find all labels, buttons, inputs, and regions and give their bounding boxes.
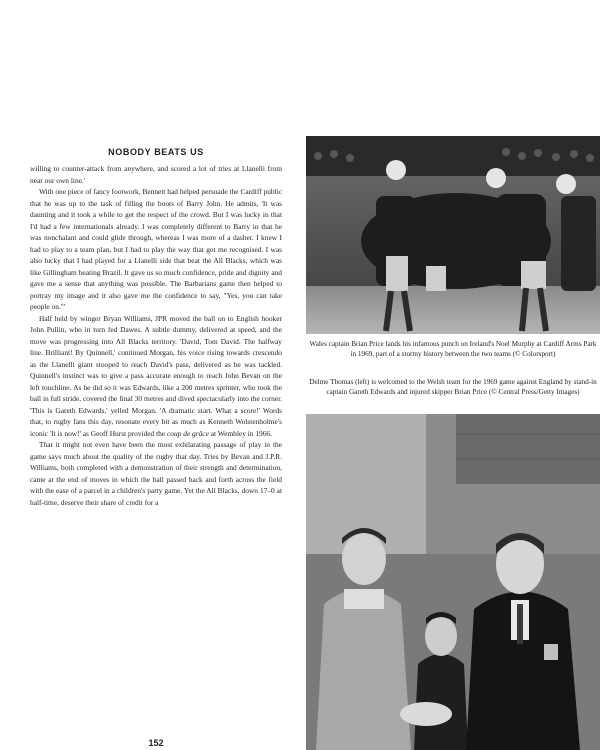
left-page — [30, 147, 282, 748]
paragraph: willing to counter-attack from anywhere, and scored a lot of tries at Llanelli from near our own line.' — [30, 164, 282, 185]
body-text — [30, 163, 282, 508]
running-head: NOBODY BEATS US — [108, 147, 204, 157]
paragraph-tail: at Wembley in 1966. — [208, 428, 272, 438]
photo-caption: Wales captain Brian Price lands his infamous punch on Ireland's Noel Murphy at Cardiff Arms Park in 1969, part of a stormy history between the two teams (© Colorsport) — [309, 340, 597, 358]
page-number: 152 — [148, 738, 164, 748]
italic-phrase: coup de grâce — [166, 428, 209, 438]
paragraph-text: Half held by winger Bryan Williams, JPR moved the ball on to English hooker John Pullin, who in turn fed Dawes. A subtle dummy, delivered at speed, and the move was progressing into All Blacks territory. 'David, Tom David. The halfway line. Brilliant! By Quinnell,' continued Morgan, his voice rising towards crescendo as the Llanelli giant stooped to reach David's pass, delivered as he was tackled. Quinnell's instinct was to give a pass accurate enough to reach John Bevan on the left touchline. As he did so it was Edwards, like a 200 metres sprinter, who took the ball in full stride, covered the final 30 metres and dived spectacularly into the corner. 'This is Gareth Edwards,' yelled Morgan. 'A dramatic start. What a score!' Words that, to rugby fans this day, resonate every bit as much as Kenneth Wolstenholme's iconic 'It is now!' as Geoff Hurst provided the — [30, 313, 282, 438]
paragraph — [30, 313, 282, 440]
team-welcome-photo — [306, 414, 600, 750]
paragraph: With one piece of fancy footwork, Bennett had helped persuade the Cardiff public that he was up to the task of filling the boots of Barry John. He admits, 'It was daunting and it took a while to get the respect of the crowd. But I was lucky in that I'd had a few internationals already. I was completely different to Barry in that he was nonchalant and could glide through, whereas I was more of a dasher. I knew I had to play to a team plan, but I had to play the way that got me recognised. I was also lucky that I had played for a Llanelli side that beat the All Blacks, which was like Gillingham beating Brazil. It gave us so much confidence, pride and dignity and gave me a sense that anything was possible. The Barbarians game then helped to portray my image and it also gave me the confidence to say, "Yes, you can take people on."' — [30, 187, 282, 311]
paragraph: That it might not even have been the most exhilarating passage of play in the game says much about the quality of the rugby that day. Tries by Bevan and J.P.R. Williams, both completed with a demonstration of their strength and determination, came at the end of moves in which the ball passed back and forth across the field with the ease of a parcel in a children's party game. Yet the All Blacks, down 17–0 at half-time, deserve their share of credit for a — [30, 440, 282, 507]
photo-caption: Delme Thomas (left) is welcomed to the Welsh team for the 1969 game against England by stand-in captain Gareth Edwards and injured skipper Brian Price (© Central Press/Getty Images) — [309, 378, 597, 396]
rugby-scrum-photo — [306, 136, 600, 334]
